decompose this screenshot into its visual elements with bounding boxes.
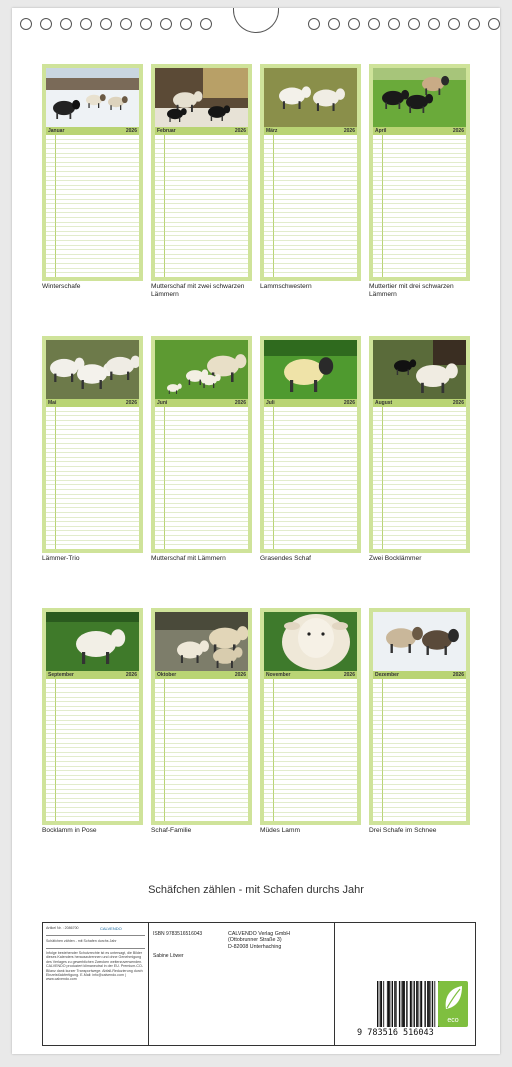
binding-ring [80, 18, 92, 30]
barcode-bar [387, 981, 388, 1027]
month-photo [264, 612, 357, 671]
binding-ring [328, 18, 340, 30]
month-frame [42, 336, 143, 553]
photo-caption: Mutterschaf mit zwei schwarzen Lämmern [151, 283, 245, 298]
month-frame [42, 608, 143, 825]
binding-ring [140, 18, 152, 30]
sheep-photo [155, 340, 248, 399]
barcode-bar [416, 981, 417, 1027]
binding-ring [488, 18, 500, 30]
sheep-photo [155, 612, 248, 671]
barcode-bar [395, 981, 396, 1027]
binding-ring [40, 18, 52, 30]
month-photo [46, 68, 139, 127]
month-year: 2026 [125, 400, 137, 406]
barcode-bar [380, 981, 381, 1027]
month-year: 2026 [452, 672, 464, 678]
month-days-grid [155, 679, 248, 821]
barcode-bar [434, 981, 435, 1027]
legal-notes: Infolge bestehender Schutzrechte ist es untersagt, die Bilder dieses Kalenders herauszutrennen und ohne Genehmigung des Verlages zu gewerblichen Zwecken weiterzuverwenden. CALVENDO produziert klimaneutral in der EU. Premium-CO-Bilanz dank kurzer Transportwege. Abfall-Reduzierung durch Einzelstückfertigung. E-Mail: info@calvendo.com | www.calvendo.com [46, 951, 143, 982]
publisher-city: D-82008 Unterhaching [228, 943, 282, 950]
month-frame [369, 336, 470, 553]
sheep-photo [264, 612, 357, 671]
month-photo [155, 340, 248, 399]
barcode-bar [428, 981, 429, 1027]
month-name: Oktober [157, 672, 177, 678]
photo-caption: Zwei Bocklämmer [369, 555, 422, 562]
month-frame [151, 336, 252, 553]
isbn-column [149, 923, 224, 1045]
month-header [373, 671, 466, 679]
month-photo [373, 68, 466, 127]
calendar-sheet [12, 8, 500, 1054]
photo-caption: Lammschwestern [260, 283, 312, 290]
sheep-photo [46, 340, 139, 399]
photo-caption: Grasendes Schaf [260, 555, 311, 562]
month-header [46, 127, 139, 135]
barcode-bar [399, 981, 400, 1027]
eco-label: eco [447, 1017, 459, 1024]
month-frame [369, 608, 470, 825]
photo-caption: Drei Schafe im Schnee [369, 827, 437, 834]
publisher-name: CALVENDO Verlag GmbH [228, 931, 291, 937]
imprint-box [42, 922, 476, 1046]
sheep-photo [46, 68, 139, 127]
month-photo [264, 68, 357, 127]
month-year: 2026 [343, 672, 355, 678]
month-header [264, 399, 357, 407]
item-title: Schäfchen zählen - mit Schafen durchs Jahr [46, 939, 117, 943]
barcode-number: 9 783516 516043 [357, 1028, 434, 1038]
photo-caption: Schaf-Familie [151, 827, 192, 834]
publisher-address [228, 931, 290, 950]
month-header [46, 399, 139, 407]
month-year: 2026 [234, 128, 246, 134]
binding-ring [448, 18, 460, 30]
binding-ring [368, 18, 380, 30]
month-days-grid [373, 679, 466, 821]
article-number: Artikel Nr. : 2086700 [46, 926, 79, 930]
barcode-bar [381, 981, 382, 1027]
barcode-bar [427, 981, 428, 1027]
month-frame [42, 64, 143, 281]
barcode-bar [411, 981, 412, 1027]
photo-caption: Bocklamm in Pose [42, 827, 97, 834]
sheep-photo [155, 68, 248, 127]
binding-ring [348, 18, 360, 30]
month-frame [151, 608, 252, 825]
month-frame [151, 64, 252, 281]
month-header [155, 127, 248, 135]
barcode-bar [424, 981, 425, 1027]
month-header [264, 671, 357, 679]
binding-ring [180, 18, 192, 30]
month-name: März [266, 128, 278, 134]
binding-ring [100, 18, 112, 30]
barcode-bar [403, 981, 404, 1027]
month-name: Juli [266, 400, 275, 406]
month-year: 2026 [234, 672, 246, 678]
month-days-grid [46, 679, 139, 821]
month-year: 2026 [452, 400, 464, 406]
sheep-photo [373, 68, 466, 127]
month-photo [373, 612, 466, 671]
month-days-grid [373, 135, 466, 277]
barcode-column [334, 923, 476, 1045]
calendar-title: Schäfchen zählen - mit Schafen durchs Jahr [148, 884, 364, 896]
month-name: Februar [157, 128, 176, 134]
barcode-bar [406, 981, 407, 1027]
sheep-photo [264, 68, 357, 127]
binding-ring [468, 18, 480, 30]
barcode-bar [388, 981, 389, 1027]
photo-caption: Müdes Lamm [260, 827, 300, 834]
month-photo [46, 340, 139, 399]
month-name: April [375, 128, 387, 134]
barcode-bar [404, 981, 405, 1027]
month-year: 2026 [125, 128, 137, 134]
month-photo [264, 340, 357, 399]
sheep-photo [373, 612, 466, 671]
barcode-bar [377, 981, 378, 1027]
binding-ring [160, 18, 172, 30]
month-days-grid [46, 407, 139, 549]
month-year: 2026 [125, 672, 137, 678]
month-header [373, 127, 466, 135]
leaf-icon [438, 981, 468, 1015]
publisher-street: (Ottobrunner Straße 3) [228, 937, 282, 944]
binding-ring [308, 18, 320, 30]
divider [46, 935, 145, 936]
month-header [155, 399, 248, 407]
photo-caption: Lämmer-Trio [42, 555, 80, 562]
binding-ring [428, 18, 440, 30]
month-header [155, 671, 248, 679]
month-photo [373, 340, 466, 399]
photo-caption: Winterschafe [42, 283, 81, 290]
sheep-photo [264, 340, 357, 399]
barcode-bar [410, 981, 411, 1027]
binding-ring [60, 18, 72, 30]
barcode-bar [394, 981, 395, 1027]
month-name: August [375, 400, 393, 406]
month-days-grid [155, 135, 248, 277]
month-photo [155, 612, 248, 671]
imprint-info-column [43, 923, 149, 1045]
barcode-bar [383, 981, 384, 1027]
isbn: ISBN 9783516516043 [153, 931, 203, 937]
month-days-grid [46, 135, 139, 277]
month-days-grid [264, 679, 357, 821]
month-frame [369, 64, 470, 281]
binding-ring [200, 18, 212, 30]
month-year: 2026 [343, 400, 355, 406]
photo-caption: Mutterschaf mit Lämmern [151, 555, 226, 562]
month-frame [260, 64, 361, 281]
month-year: 2026 [343, 128, 355, 134]
month-name: November [266, 672, 291, 678]
month-name: Dezember [375, 672, 399, 678]
barcode-bar [420, 981, 421, 1027]
month-days-grid [264, 407, 357, 549]
publisher-logo: CALVENDO [100, 926, 122, 931]
barcode-bar [414, 981, 415, 1027]
month-name: Januar [48, 128, 65, 134]
month-days-grid [264, 135, 357, 277]
barcode-bar [402, 981, 403, 1027]
month-frame [260, 336, 361, 553]
author: Sabine Löwer [153, 953, 184, 959]
binding-ring [20, 18, 32, 30]
binding-ring [120, 18, 132, 30]
month-name: Mai [48, 400, 57, 406]
month-photo [46, 612, 139, 671]
barcode-bar [430, 981, 431, 1027]
barcode-bar [421, 981, 422, 1027]
barcode-bar [390, 981, 391, 1027]
publisher-column [224, 923, 334, 1045]
barcode-bar [432, 981, 433, 1027]
month-days-grid [373, 407, 466, 549]
barcode-bar [392, 981, 393, 1027]
eco-logo [438, 981, 468, 1027]
month-header [373, 399, 466, 407]
sheep-photo [373, 340, 466, 399]
barcode-bar [417, 981, 418, 1027]
month-header [46, 671, 139, 679]
month-name: Juni [157, 400, 168, 406]
month-days-grid [155, 407, 248, 549]
month-photo [155, 68, 248, 127]
divider [46, 948, 145, 949]
photo-caption: Muttertier mit drei schwarzen Lämmern [369, 283, 454, 298]
month-header [264, 127, 357, 135]
binding-ring [388, 18, 400, 30]
month-year: 2026 [452, 128, 464, 134]
month-name: September [48, 672, 74, 678]
sheep-photo [46, 612, 139, 671]
month-frame [260, 608, 361, 825]
month-year: 2026 [234, 400, 246, 406]
binding-ring [408, 18, 420, 30]
